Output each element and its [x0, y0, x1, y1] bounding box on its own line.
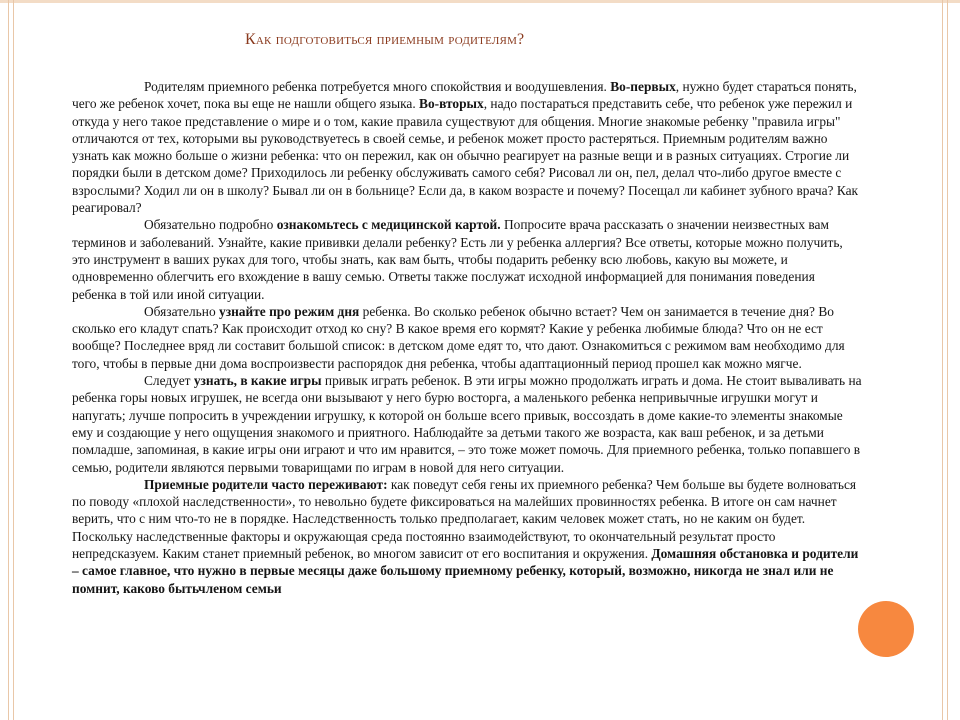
decorative-circle: [858, 601, 914, 657]
right-border-line: [947, 0, 948, 720]
slide-body: [72, 78, 862, 597]
top-accent-bar: [0, 0, 960, 3]
paragraph-intro: Родителям приемного ребенка потребуется много спокойствия и воодушевления. Во-первых, нужно будет стараться понять, чего же ребенок хочет, пока вы еще не нашли общего языка. Во-вторых, надо постараться представить себе, что ребенок уже пережил и откуда у него такое представление о мире и о том, какие правила существуют для общения. Многие знакомые ребенку "правила игры" отличаются от тех, которыми вы руководствуетесь в своей семье, и ребенок может просто растеряться. Приемным родителям важно узнать как можно больше о жизни ребенка: что он пережил, как он обычно реагирует на разные вещи и в разных ситуациях. Строгие ли порядки были в детском доме? Приходилось ли ребенку обслуживать самого себя? Рисовал ли он, пел, делал что-либо другое вместе с взрослыми? Ходил ли он в школу? Бывал ли он в больнице? Если да, в каком возрасте и почему? Посещал ли кабинет зубного врача? Как реагировал?: [72, 79, 859, 216]
slide-title: Как подготовиться приемным родителям?: [245, 31, 525, 48]
paragraph-games: Следует узнать, в какие игры привык играть ребенок. В эти игры можно продолжать играть и дома. Не стоит вываливать на ребенка горы новых игрушек, не всегда они вызывают у него бурю восторга, а маленького ребенка непривычные игрушки могут и напугать; лучше попросить в учреждении игрушку, к которой он больше всего привык, воссоздать в доме какие-то элементы знакомые ему и создающие у него ощущения знакомого и приятного. Наблюдайте за детьми такого же возраста, как ваш ребенок, и за детьми помладше, запоминая, в какие игры они играют и что им нравится, – это тоже может помочь. Для приемного ребенка, только попавшего в семью, родители являются первыми товарищами по играм в новой для него ситуации.: [72, 373, 862, 475]
bold-medical: ознакомьтесь с медицинской картой.: [276, 217, 501, 233]
bold-routine: узнайте про режим дня: [219, 303, 360, 319]
bold-conclusion: Домашняя обстановка и родители – самое главное, что нужно в первые месяцы даже большому приемному ребенку, который, возможно, никогда не знал или не помнит, каково бытьчленом семьи: [72, 546, 859, 596]
paragraph-routine: Обязательно узнайте про режим дня ребенка. Во сколько ребенок обычно встает? Чем он занимается в течение дня? Во сколько его кладут спать? Как происходит отход ко сну? В какое время его кормят? Какие у ребенка любимые блюда? Что он не ест вообще? Последнее вряд ли составит большой список: в детском доме едят то, что дают. Ознакомиться с режимом вам необходимо для того, чтобы в первые дни дома воспроизвести распорядок дня ребенка, чтобы адаптационный период прошел как можно мягче.: [72, 303, 845, 371]
bold-second: Во-вторых: [419, 96, 484, 112]
bold-games: узнать, в какие игры: [193, 373, 322, 389]
right-border-line-inner: [942, 0, 943, 720]
bold-worry: Приемные родители часто переживают:: [144, 476, 388, 492]
left-border-line: [8, 0, 9, 720]
paragraph-heredity: Приемные родители часто переживают: как поведут себя гены их приемного ребенка? Чем больше вы будете волноваться по поводу «плохой наследственности», то невольно будете фиксироваться на малейших провинностях ребенка. В итоге он сам начнет верить, что с ним что-то не в порядке. Наследственность только предполагает, каким человек может стать, но не каким он будет. Поскольку наследственные факторы и окружающая среда постоянно взаимодействуют, то окончательный результат просто непредсказуем. Каким станет приемный ребенок, во многом зависит от его воспитания и окружения. Домашняя обстановка и родители – самое главное, что нужно в первые месяцы даже большому приемному ребенку, который, возможно, никогда не знал или не помнит, каково бытьчленом семьи: [72, 476, 859, 596]
bold-first: Во-первых: [610, 79, 676, 94]
left-border-line-inner: [13, 0, 14, 720]
paragraph-medical: Обязательно подробно ознакомьтесь с медицинской картой. Попросите врача рассказать о значении неизвестных вам терминов и заболеваний. Узнайте, какие прививки делали ребенку? Есть ли у ребенка аллергия? Все ответы, которые можно получить, это инструмент в ваших руках для того, чтобы знать, как вам быть, чтобы подарить ребенку всю любовь, какую вы можете, и одновременно облегчить его вхождение в вашу семью. Ответы также послужат исходной информацией для понимания поведения ребенка в той или иной ситуации.: [72, 217, 843, 302]
